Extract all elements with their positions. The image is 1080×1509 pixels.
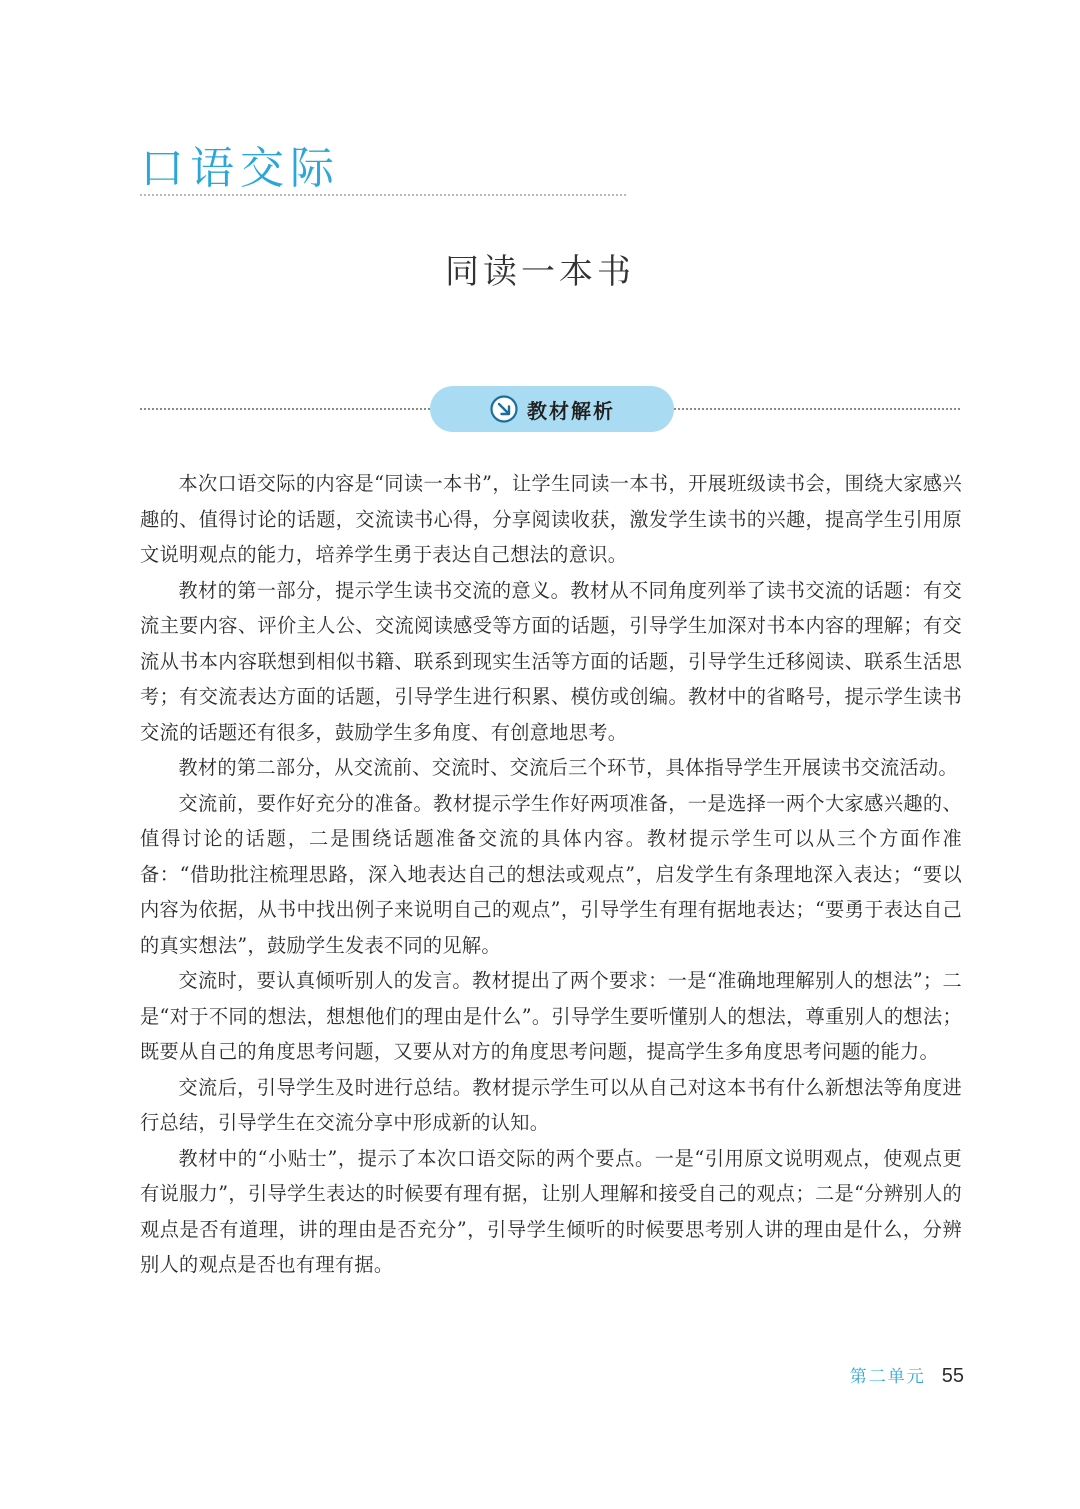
analysis-body — [140, 466, 962, 1283]
paragraph-5: 交流时，要认真倾听别人的发言。教材提出了两个要求：一是“准确地理解别人的想法”；二是“对于不同的想法，想想他们的理由是什么”。引导学生要听懂别人的想法，尊重别人的想法；既要从自己的角度思考问题，又要从对方的角度思考问题，提高学生多角度思考问题的能力。 — [140, 969, 962, 1063]
paragraph-4: 交流前，要作好充分的准备。教材提示学生作好两项准备，一是选择一两个大家感兴趣的、值得讨论的话题，二是围绕话题准备交流的具体内容。教材提示学生可以从三个方面作准备：“借助批注梳理思路，深入地表达自己的想法或观点”，启发学生有条理地深入表达；“要以内容为依据，从书中找出例子来说明自己的观点”，引导学生有理有据地表达；“要勇于表达自己的真实想法”，鼓励学生发表不同的见解。 — [140, 791, 962, 957]
footer-unit-label: 第二单元 — [849, 1367, 926, 1387]
paragraph-7: 教材中的“小贴士”，提示了本次口语交际的两个要点。一是“引用原文说明观点，使观点更有说服力”，引导学生表达的时候要有理有据，让别人理解和接受自己的观点；二是“分辨别人的观点是否有道理，讲的理由是否充分”，引导学生倾听的时候要思考别人讲的理由是什么，分辨别人的观点是否也有理有据。 — [140, 1146, 962, 1276]
lesson-title: 同读一本书 — [445, 252, 635, 292]
banner-dotted-line-right — [674, 408, 960, 410]
page-footer — [850, 1362, 964, 1388]
section-banner — [140, 386, 960, 432]
paragraph-1: 本次口语交际的内容是“同读一本书”，让学生同读一本书，开展班级读书会，围绕大家感兴趣的、值得讨论的话题，交流读书心得，分享阅读收获，激发学生读书的兴趣，提高学生引用原文说明观点的能力，培养学生勇于表达自己想法的意识。 — [140, 472, 962, 566]
banner-dotted-line-left — [140, 408, 430, 410]
section-title: 口语交际 — [140, 143, 340, 194]
paragraph-2: 教材的第一部分，提示学生读书交流的意义。教材从不同角度列举了读书交流的话题：有交流主要内容、评价主人公、交流阅读感受等方面的话题，引导学生加深对书本内容的理解；有交流从书本内容联想到相似书籍、联系到现实生活等方面的话题，引导学生迁移阅读、联系生活思考；有交流表达方面的话题，引导学生进行积累、模仿或创编。教材中的省略号，提示学生读书交流的话题还有很多，鼓励学生多角度、有创意地思考。 — [140, 578, 962, 744]
paragraph-6: 交流后，引导学生及时进行总结。教材提示学生可以从自己对这本书有什么新想法等角度进行总结，引导学生在交流分享中形成新的认知。 — [140, 1075, 962, 1134]
arrow-down-right-circle-icon — [489, 394, 519, 424]
page-number: 55 — [941, 1365, 964, 1387]
title-divider — [140, 194, 626, 196]
banner-pill — [430, 386, 674, 432]
banner-label: 教材解析 — [527, 398, 615, 423]
paragraph-3: 教材的第二部分，从交流前、交流时、交流后三个环节，具体指导学生开展读书交流活动。 — [178, 756, 958, 779]
